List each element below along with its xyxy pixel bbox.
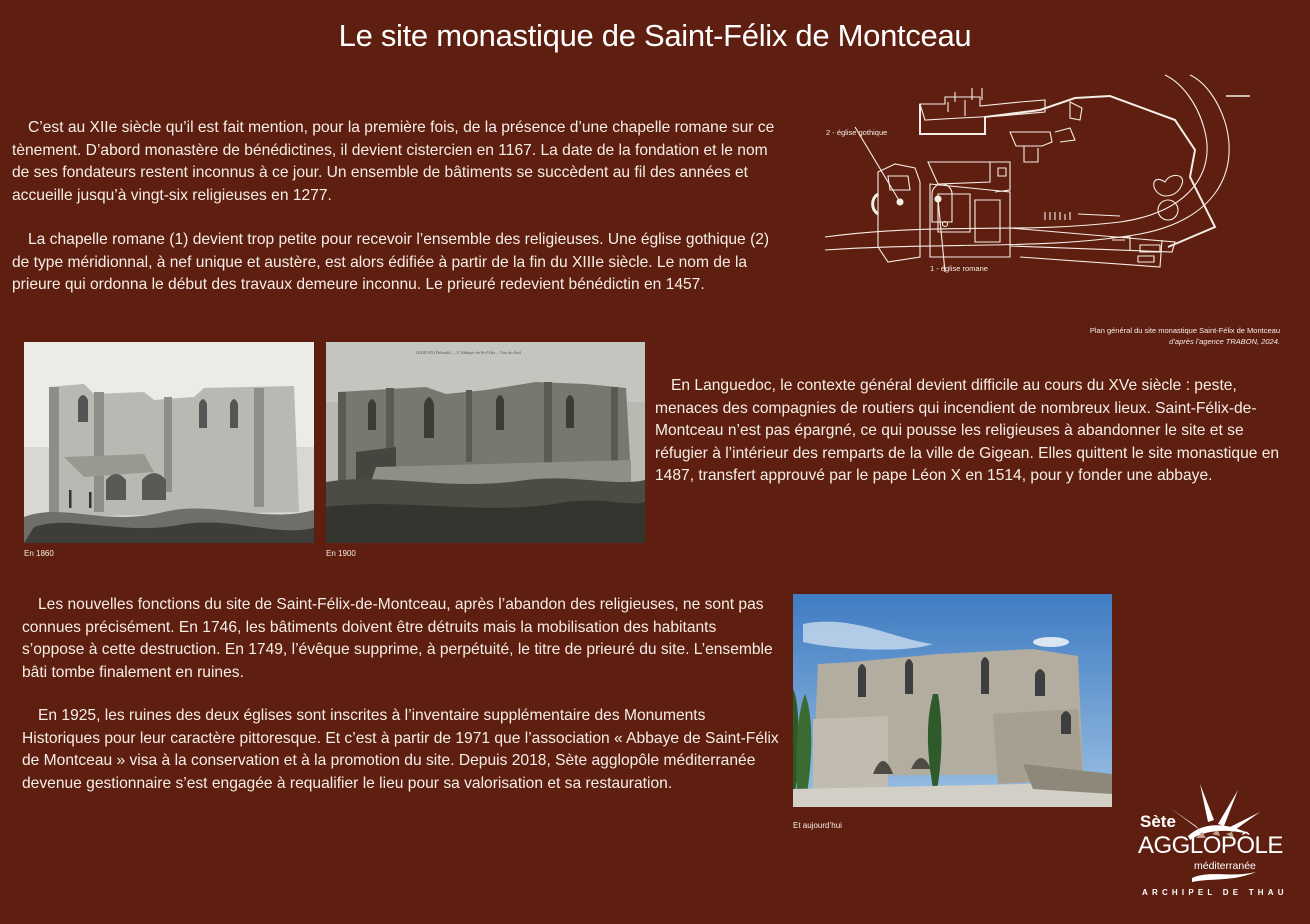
ruins-engraving-illustration [24,342,314,543]
logo-text-sete: Sète [1140,812,1176,831]
caption-1860: En 1860 [24,549,54,558]
postcard-1900-image [326,342,645,543]
plan-caption-source: d’après l’agence TRABON, 2024. [1169,336,1280,346]
page-title: Le site monastique de Saint-Félix de Montceau [338,18,972,53]
logo-text-agglopole: AGGLOPÔLE [1138,832,1283,859]
paragraph-historic-monument: En 1925, les ruines des deux églises sont inscrites à l’inventaire supplémentaire des Monuments Historiques pour leur caractère pittoresque. Et c’est à partir de 1971 que l’association « Abbaye de Saint-Félix de Montceau » visa à la conservation et à la promotion du site. Depuis 2018, Sète agglopôle méditerranée devenue gestionnaire s’est engagée à requalifier le lieu pour sa valorisation et sa restauration. [22,707,779,792]
site-plan-map [820,72,1290,342]
postcard-header-text: GIGEAN (Hérault). – L’Abbaye de St-Félix – Vue du Sud [416,350,521,355]
paragraph-languedoc-context: En Languedoc, le contexte général devient difficile au cours du XVe siècle : peste, menaces des compagnies de routiers qui incendient de nombreux lieux. Saint-Félix-de-Montceau n’est pas épargné, ce qui pousse les religieuses à abandonner le site et se réfugier à l’intérieur des remparts de la ville de Gigean. Elles quittent le site monastique en 1487, transfert approuvé par le pape Léon X en 1514, pour y fonder une abbaye. [655,377,1280,484]
plan-caption-title: Plan général du site monastique Saint-Félix de Montceau [1089,326,1280,335]
sete-agglopole-logo [1130,782,1290,912]
paragraph-new-functions: Les nouvelles fonctions du site de Saint-Félix-de-Montceau, après l’abandon des religieuses, ne sont pas connues précisément. En 1746, les bâtiments doivent être détruits mais la mobilisation des habitants s’oppose à cette destruction. En 1749, l’évêque supprime, à perpétuité, le titre de prieuré du site. L’ensemble bâti tombe finalement en ruines. [22,596,773,681]
paragraph-origins: C’est au XIIe siècle qu’il est fait mention, pour la première fois, de la présence d’une chapelle romane sur ce tènement. D’abord monastère de bénédictines, il devient cistercien en 1167. La date de la fondation et le nom de ses fondateurs restent inconnus à ce jour. Un ensemble de bâtiments se succèdent au fil des années et accueille jusqu’à vingt-six religieuses en 1277. [12,119,775,204]
ruins-today-illustration [793,594,1112,807]
site-plan-drawing [820,72,1290,342]
logo-text-mediterranee: méditerranée [1194,860,1256,872]
plan-label-gothic-church: 2 - église gothique [826,128,888,137]
plan-caption [1090,326,1280,347]
logo-tagline: ARCHIPEL DE THAU [1142,888,1288,897]
caption-1900: En 1900 [326,549,356,558]
ruins-postcard-photo [326,342,645,543]
ruins-today-photo [793,594,1112,807]
paragraph-gothic-church: La chapelle romane (1) devient trop petite pour recevoir l’ensemble des religieuses. Une église gothique (2) de type méridionnal, à nef unique et austère, est alors édifiée à partir de la fin du XIIIe siècle. Le nom de la prieure qui ordonna le début des travaux demeure inconnu. Le prieuré redevient bénédictin en 1457. [12,231,770,293]
plan-label-romanesque-church: 1 - église romane [930,264,988,273]
engraving-1860-image [24,342,314,543]
caption-today: Et aujourd’hui [793,821,842,830]
